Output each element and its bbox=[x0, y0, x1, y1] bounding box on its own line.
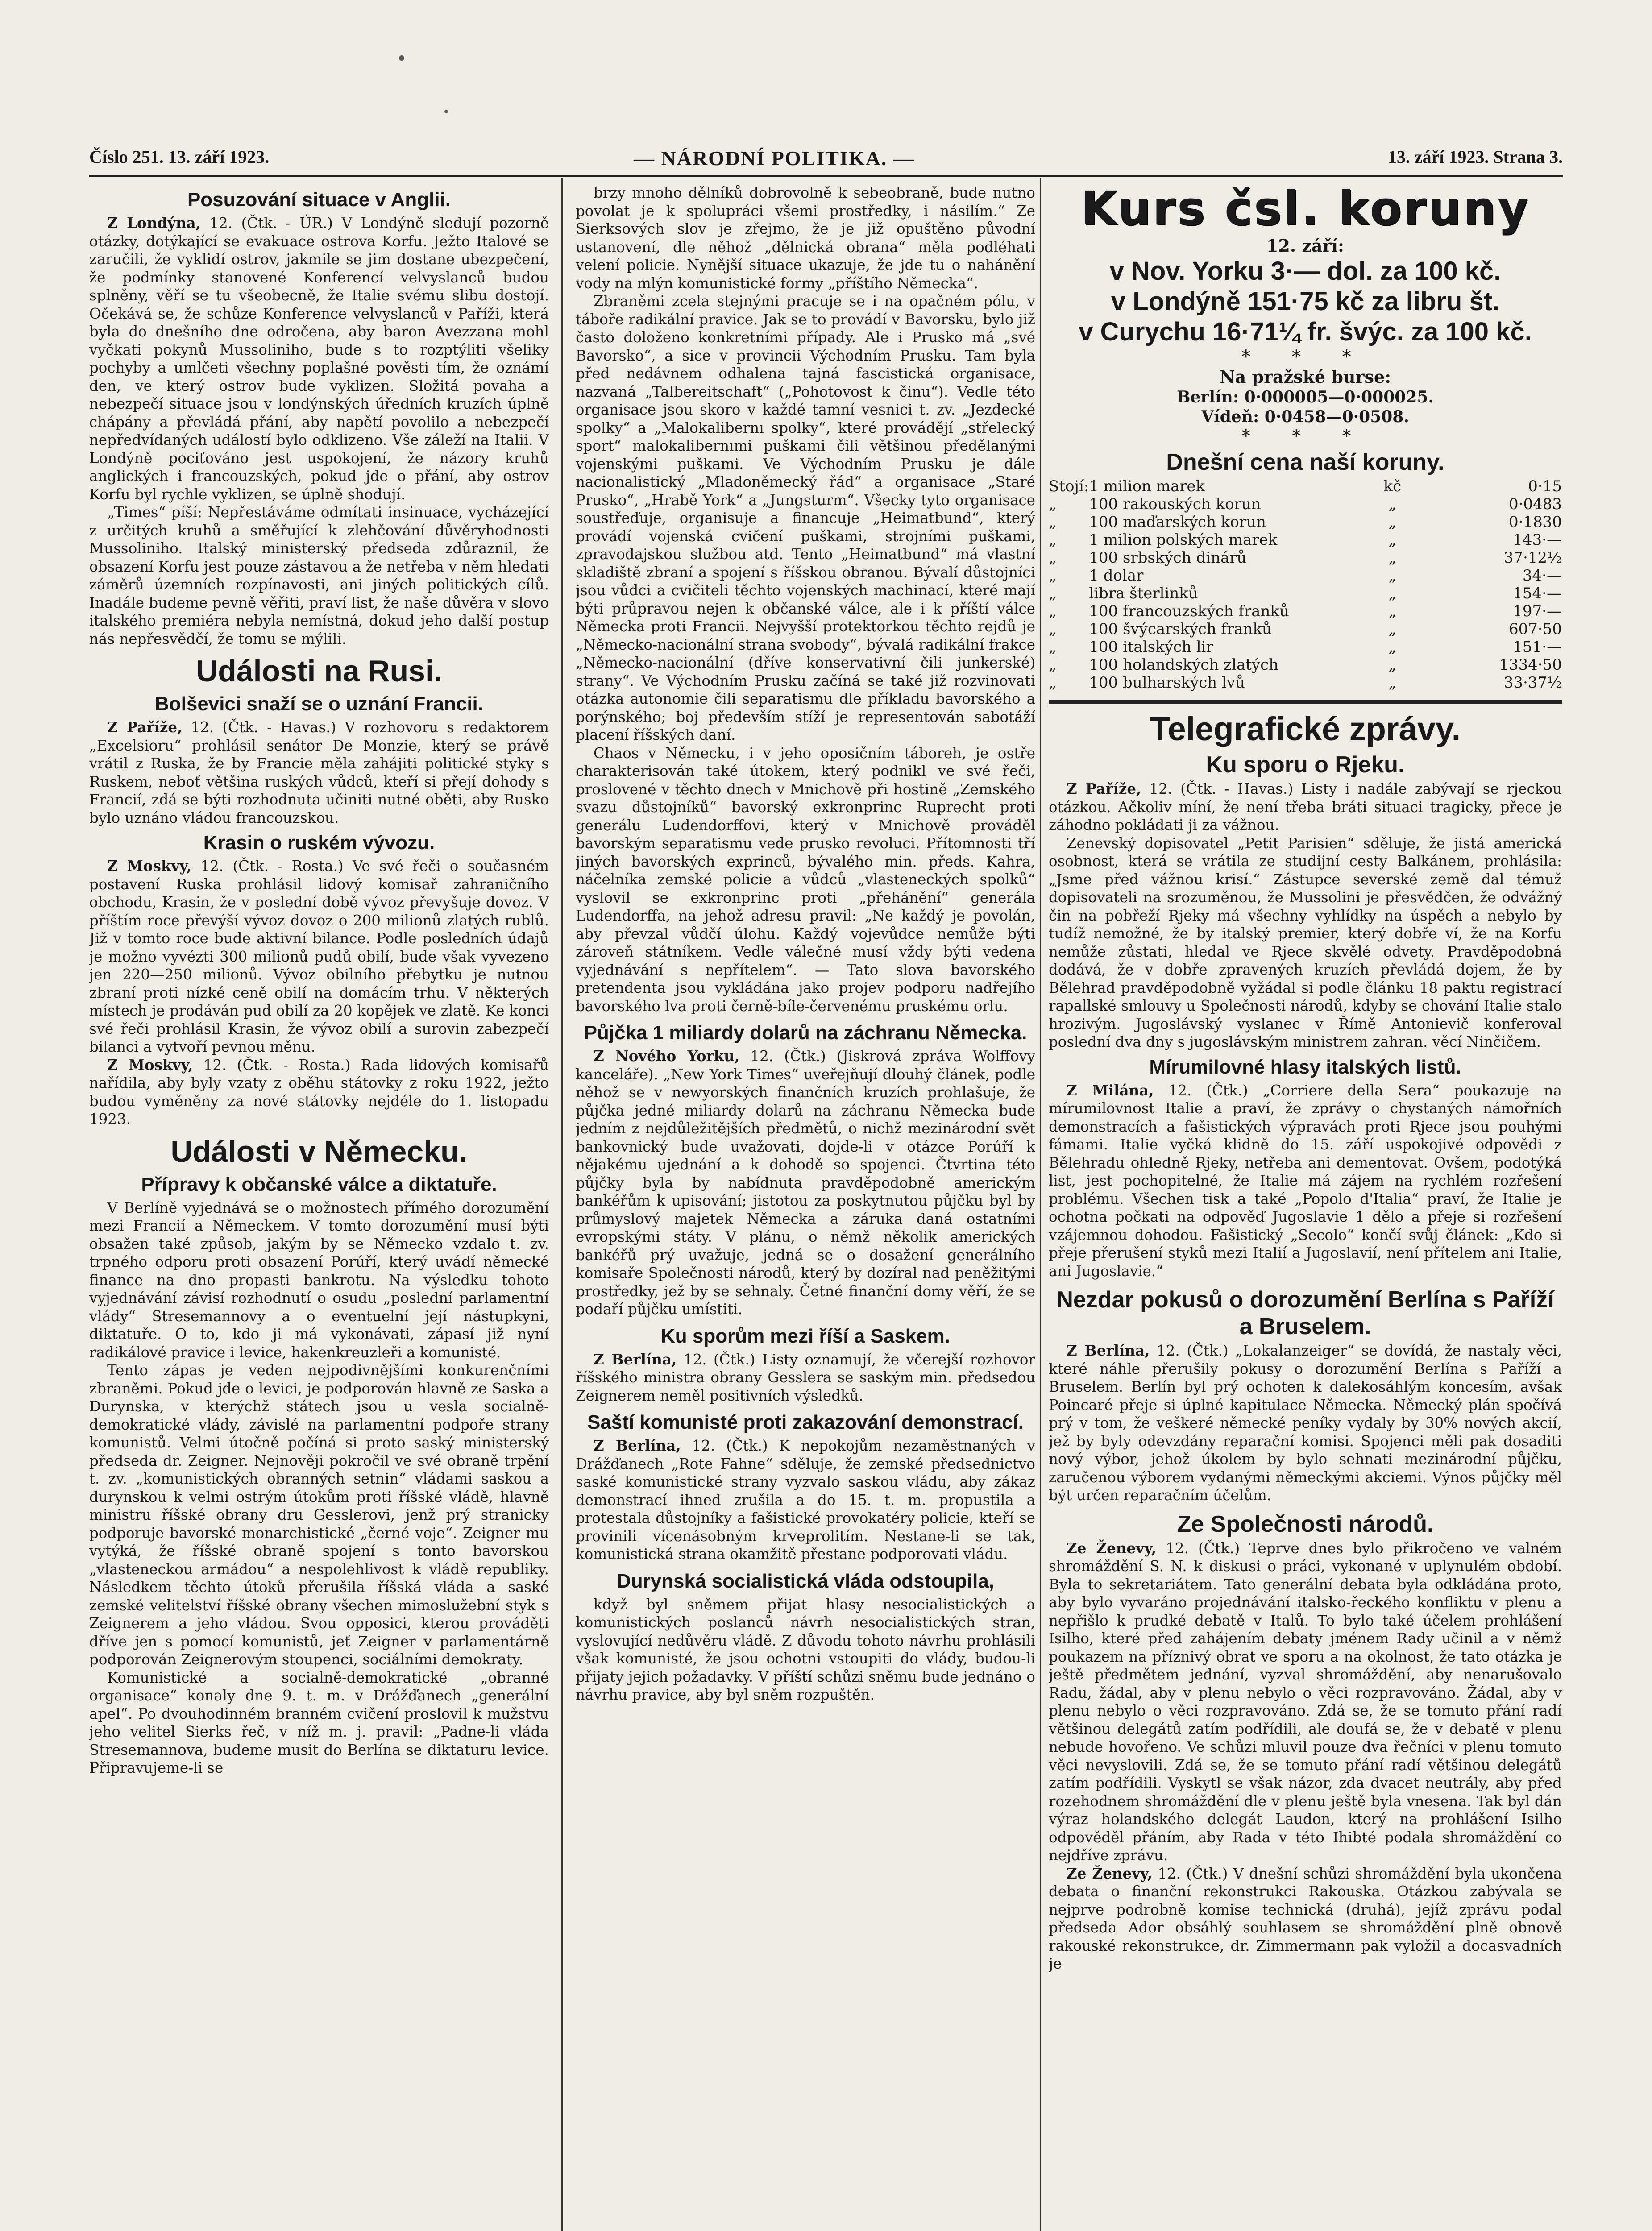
headline: Ku sporům mezi říší a Saskem. bbox=[660, 1325, 951, 1347]
dateline: Z Londýna, bbox=[107, 214, 201, 232]
article-telegrafy bbox=[1049, 710, 1562, 1280]
rates-prefix: Stojí: bbox=[1049, 477, 1089, 495]
paragraph: Zbraněmi zcela stejnými pracuje se i na opačném pólu, v táboře radikální pravice. Jak se to provádí v Bavorsku, bylo již často doloženo konkretními případy. Ale i Prusko má „své Bavorsko“, a sice v provincii Východním Prusku. Tam byla před nedávnem odhalena tajná fascistická organisace, nazvaná „Talbereitschaft“ („Pohotovost k činu“). Vedle této organisace jsou skoro v každé tamní vesnici t. zv. „Jezdecké spolky“ a „Malokalibernı spolky“, které provádějí „střelecký sport“ malokalibernımi puškami čili většinou předělanými vojenskými puškami. Ve Východním Prusku je dále nacionalistický „Mladoněmecký řád“ a organisace „Staré Prusko“, „Hrabě York“ a „Jungsturm“. Všecky tyto organisace soustřeďuje, organisuje a financuje „Heimatbund“, který provádí vojenská cvičení puškami, strojními puškami, zpravodajskou službou atd. Tento „Heimatbund“ má vlastní skladiště zbraní a spojení s říšskou obranou. Bývalí důstojníci jsou vůdci a cvičiteli těchto vojenských machinací, které mají býti průpravou nejen k občanské válce, ale i k příští válce Německa proti Francii. Nejvyšší protektorkou těchto rejdů je „Německo-nacionální strana svobody“, bývalá radikální frakce „Německo-nacionální (dříve konservativní čili junkerské) strany“. Ve Východním Prusku začíná se také již rozvinovati otázka autonomie čili separatismu dle příkladu bavorského a porýnského; boj především stíží je representován sabotáží placení říšských daní. bbox=[576, 293, 1035, 743]
currency-value: 34·— bbox=[1522, 567, 1562, 585]
article-body bbox=[1049, 780, 1562, 1051]
currency-value: 607·50 bbox=[1509, 620, 1562, 638]
currency-value: 197·— bbox=[1513, 602, 1562, 620]
issue-number: Číslo 251. 13. září 1923. bbox=[89, 147, 270, 167]
rate-row bbox=[1049, 585, 1562, 602]
ditto-mark: „ bbox=[1388, 656, 1397, 674]
currency-name: 1 milion marek bbox=[1089, 477, 1205, 495]
dateline: Z Berlína, bbox=[1067, 1342, 1150, 1359]
dateline: Z Moskvy, bbox=[107, 1056, 193, 1074]
currency-name: 100 italských lir bbox=[1089, 638, 1213, 656]
rate-zurich: v Curychu 16·71¼ fr. švýc. za 100 kč. bbox=[1079, 317, 1532, 346]
column-1 bbox=[89, 184, 549, 2231]
currency-name: 100 holandských zlatých bbox=[1089, 656, 1279, 674]
ditto-mark: „ bbox=[1388, 674, 1397, 692]
headline: Durynská socialistická vláda odstoupila, bbox=[616, 1570, 995, 1592]
currency-name: 100 francouzských franků bbox=[1089, 602, 1289, 620]
column-2 bbox=[576, 184, 1035, 2231]
rate-row bbox=[1049, 638, 1562, 656]
rates-unit: kč bbox=[1383, 477, 1402, 495]
rates-table bbox=[1049, 477, 1562, 692]
currency-box bbox=[1049, 184, 1562, 704]
subheadline: Krasin o ruském vývozu. bbox=[203, 832, 435, 854]
article-body bbox=[1049, 1539, 1562, 1973]
dateline: Z Paříže, bbox=[1067, 780, 1141, 797]
currency-value: 37·12½ bbox=[1503, 549, 1562, 567]
headline: Události v Německu. bbox=[170, 1134, 468, 1169]
ditto-mark: „ bbox=[1388, 602, 1397, 620]
subheadline: Přípravy k občanské válce a diktatuře. bbox=[141, 1173, 497, 1195]
rate-row bbox=[1049, 567, 1562, 585]
currency-name: 100 srbských dinárů bbox=[1089, 549, 1247, 567]
paragraph: 12. (Čtk.) Listy oznamují, že včerejší rozhovor říšského ministra obrany Gesslera se saským min. předsedou Zeignerem neměl positivních výsledků. bbox=[576, 1351, 1035, 1404]
article-body bbox=[576, 1047, 1035, 1319]
currency-name: 1 milion polských marek bbox=[1089, 531, 1278, 549]
headline: Telegrafické zprávy. bbox=[1150, 710, 1461, 747]
burse-heading: Na pražské burse: bbox=[1219, 367, 1391, 387]
masthead: — NÁRODNÍ POLITIKA. — bbox=[634, 147, 915, 170]
ditto-mark: „ bbox=[1388, 531, 1397, 549]
rate-row bbox=[1049, 495, 1562, 513]
subheadline: Ku sporu o Rjeku. bbox=[1206, 752, 1405, 778]
ditto-mark: „ bbox=[1049, 656, 1057, 674]
paragraph: 12. (Čtk.) K nepokojům nezaměstnaných v Drážďanech „Rote Fahne“ sděluje, že zemské předsednictvo saské komunistické strany vyzvalo saskou vládu, aby zákaz demonstrací ihned zrušila a do 15. t. m. propustila a protestala důstojníky a fašistické provokatéry policie, kteří se provinili vícenásobným krveprolitím. Nestane-li se tak, komunistická strana okamžitě přestane podporovati vládu. bbox=[576, 1437, 1035, 1563]
article-komuniste bbox=[576, 1411, 1035, 1563]
ditto-mark: „ bbox=[1049, 495, 1057, 513]
currency-name: 100 bulharských lvů bbox=[1089, 674, 1245, 692]
ditto-mark: „ bbox=[1049, 585, 1057, 602]
article-body bbox=[576, 1437, 1035, 1563]
article-sasko bbox=[576, 1325, 1035, 1405]
article-spolecnost-narodu bbox=[1049, 1511, 1562, 1973]
headline: Saští komunisté proti zakazování demonstrací. bbox=[587, 1411, 1024, 1433]
ditto-mark: „ bbox=[1388, 513, 1397, 531]
headline: Nezdar pokusů o dorozumění Berlína s Paříží a Bruselem. bbox=[1056, 1287, 1554, 1339]
paragraph: „Times“ píší: Nepřestáváme odmítati insinuace, vycházející z určitých kruhů a směřující k zlehčování důvěryhodnosti Mussoliniho. Italský ministerský předseda zdůraznil, že obsazení Korfu jest pouze zástavou a že netřeba v něm hledati záměrů územních rozpínavosti, ani jiných politických cílů. Inadále budeme pevně věřiti, praví list, že naše důvěra v slovo italského premiéra nebyla nemístná, dokud jeho další postup nás nepřesvědčí, že tomu se mýlili. bbox=[89, 504, 549, 647]
article-anglie bbox=[89, 188, 549, 648]
article-body bbox=[89, 214, 549, 648]
column-rule bbox=[1040, 178, 1041, 2231]
currency-name: libra šterlinků bbox=[1089, 585, 1198, 602]
ditto-mark: „ bbox=[1049, 513, 1057, 531]
ditto-mark: „ bbox=[1049, 602, 1057, 620]
rate-row bbox=[1049, 674, 1562, 692]
article-nemecko-continued bbox=[576, 184, 1035, 1015]
rate-row bbox=[1049, 531, 1562, 549]
rate-new-york: v Nov. Yorku 3·— dol. za 100 kč. bbox=[1109, 257, 1501, 286]
article-rus bbox=[89, 654, 549, 1128]
paragraph: V Berlíně vyjednává se o možnostech přímého dorozumění mezi Francií a Německem. V tomto dorozumění musí býti obsažen také způsob, jakým by se Německo vzdalo t. zv. trpného odporu proti obsazení Porúří, který uvádí německé finance na dno propasti bankrotu. Na výsledku tohoto vyjednávání závisí rozhodnutí o osudu „poslední parlamentní vlády“ Stresemannovy a o eventuelní její nástupkyni, diktatuře. O to, kdo ji má vykonávati, zápasí již nyní radikálové pravice i levice, hakenkreuzleři a komunisté. bbox=[89, 1199, 549, 1361]
article-durynsko bbox=[576, 1570, 1035, 1704]
currency-value: 143·— bbox=[1513, 531, 1562, 549]
paragraph: 12. (Čtk. - Havas.) Listy i nadále zabývají se rjeckou otázkou. Ačkoliv míní, že není třeba bráti situaci tragicky, přece je záhodno pokládati ji za vážnou. bbox=[1049, 780, 1562, 834]
currency-date: 12. září: bbox=[1266, 236, 1345, 256]
article-nemecko bbox=[89, 1135, 549, 1777]
dateline: Z Nového Yorku, bbox=[594, 1047, 740, 1065]
currency-value: 1334·50 bbox=[1499, 656, 1562, 674]
paragraph: 12. (Čtk.) V dnešní schůzi shromáždění byla ukončena debata o finanční rekonstrukci Rakouska. Otázkou zabývala se nejprve podrobně komise technická (druhá), jejíž zprávu podal předseda Ador obsáhlý souhlasem se shromáždění plně obnově rakouské rekonstrukce, dr. Zimmermann pak vyložil a docasvadních je bbox=[1049, 1865, 1562, 1972]
page-number: 13. září 1923. Strana 3. bbox=[1387, 147, 1563, 167]
ditto-mark: „ bbox=[1049, 531, 1057, 549]
column-rule bbox=[561, 178, 563, 2231]
ditto-mark: „ bbox=[1049, 620, 1057, 638]
dateline: Z Milána, bbox=[1067, 1081, 1154, 1099]
ditto-mark: „ bbox=[1388, 567, 1397, 585]
headline: Půjčka 1 miliardy dolarů na záchranu Německa. bbox=[584, 1022, 1027, 1044]
ditto-mark: „ bbox=[1388, 620, 1397, 638]
headline: Události na Rusi. bbox=[196, 654, 442, 688]
rate-row bbox=[1049, 620, 1562, 638]
separator-stars: * * * bbox=[1241, 347, 1369, 367]
headline: Posuzování situace v Anglii. bbox=[187, 189, 451, 211]
article-pujcka bbox=[576, 1021, 1035, 1319]
currency-value: 0·0483 bbox=[1509, 495, 1562, 513]
box-rule bbox=[1049, 700, 1562, 704]
dateline: Z Paříže, bbox=[107, 718, 183, 736]
rate-row bbox=[1049, 602, 1562, 620]
ditto-mark: „ bbox=[1388, 495, 1397, 513]
currency-value: 33·37½ bbox=[1503, 674, 1562, 692]
currency-title: Kurs čsl. koruny bbox=[1080, 184, 1530, 236]
dateline: Z Moskvy, bbox=[107, 857, 192, 875]
currency-value: 151·— bbox=[1513, 638, 1562, 656]
ditto-mark: „ bbox=[1388, 549, 1397, 567]
ditto-mark: „ bbox=[1388, 638, 1397, 656]
article-body bbox=[576, 1351, 1035, 1405]
paragraph: Zenevský dopisovatel „Petit Parisien“ sděluje, že jistá americká osobnost, která se vrátila ze studijní cesty Balkánem, prohlásila: „Jsme před vážnou krisí.“ Zástupce severské země dal témuž dopisovateli na srozuměnou, že Mussolini je přesvědčen, že odvážný čin na pobřeží Rjeky má všechny vyhlídky na úspěch a nebylo by tudíž nemožné, že by italský premier, který dobře ví, že na Korfu nemůže zůstati, hledal ve Rjece skvělé odvety. Pravděpodobná dodává, že v dobře zpravených kruzích převládá dojem, že by Bělehrad pravděpodobně vyžádal si podle článku 18 paktu registrací rapallské smlouvy u Společnosti národů, kdyby se chování Italie stalo hrozivým. Jugoslávský vyslanec v Římě Antonievič konferoval poslední dva dny s jugoslávským ministrem zahran. věcí Ninčičem. bbox=[1049, 834, 1562, 1050]
currency-name: 100 rakouských korun bbox=[1089, 495, 1261, 513]
dateline: Ze Ženevy, bbox=[1067, 1539, 1157, 1557]
paragraph: Tento zápas je veden nejpodivnějšími konkurenčními zbraněmi. Pokud jde o levici, je podporován hlavně ze Saska a Durynska, v kterýchž státech jsou u vesla socialně-demokratické vlády, závislé na parlamentní podpoře strany komunistů. Velmi útočně počíná si proto saský ministerský předseda dr. Zeigner. Nejnověji pokročil ve své obraně trpění t. zv. „komunistických obranných setnin“ vládami saskou a durynskou k velmi ostrým útokům proti říšské vládě, hlavně ministru říšské obrany dru Gesslerovi, jenž prý stranicky podporuje bavorské monarchistické „černé voje“. Zeigner mu vytýká, že říšské obraně spojení s tonto bavorskou „vlasteneckou armádou“ a nespolehlivost k vládě republiky. Následkem těchto útoků přerušila říšská vláda a saské zemské velitelství říšské obrany všechen mimoslužební styk s Zeignerem a jeho vládou. Svou opposici, kterou prováděti dříve jen s pomocí komunistů, jeť Zeigner v parlamentárně podporován Zeignerovým stoupenci, sociálními demokraty. bbox=[89, 1362, 549, 1668]
paragraph: 12. (Čtk.) (Jiskrová zpráva Wolffovy kanceláře). „New York Times“ uveřejňují dlouhý článek, podle něhož se v newyorských finančních kruzích prohlašuje, že půjčka jedné miliardy dolarů na záchranu Německa bude jedním z nejdůležitějších předmětů, o nichž mezinárodní svět bankovnický bude uvažovati, dojde-li v otázce Porúří k nějakému ujednání a k dohodě so spojenci. Čtvrtina této půjčky byla by nabídnuta pravděpodobně americkým bankéřům k upisování; jistotou za poskytnutou půjčku byl by průmyslový majetek Německa a záruka daná ostatními evropskými státy. V plánu, o němž několik amerických bankéřů prý uvažuje, jedná se o dosažení generálního komisaře Společnosti národů, který by dozíral nad peněžitými prostředky, jež by se sehnaly. Četné finanční domy věří, že se podaří půjčku umístiti. bbox=[576, 1048, 1035, 1318]
article-body bbox=[576, 1596, 1035, 1704]
paragraph: 12. (Čtk.) „Corriere della Sera“ poukazuje na mírumilovnost Italie a praví, že zprávy o chystaných námořních demonstracích a fašistických výpravách proti Rjece jsou pouhými fámami. Italie vyčká klidně do 15. září uspokojivé odpovědi z Bělehradu ohledně Rjeky, netřeba ani dementovat. Ovšem, podotýká list, jest pochopitelné, že Italie má zájem na rychlém rozřešení problému. Všechen tisk a také „Popolo d'Italia“ praví, že Italie je ochotna počkati na odpověď Jugoslavie 1 dělo a přeje si rozřešení vzájemnou dohodou. Fašistický „Secolo“ končí svůj článek: „Kdo si přeje přerušení styků mezi Italií a Jugoslavií, není přítelem ani Italie, ani Jugoslavie.“ bbox=[1049, 1082, 1562, 1280]
article-body bbox=[89, 1199, 549, 1777]
currency-value: 0·1830 bbox=[1509, 513, 1562, 531]
rate-row bbox=[1049, 477, 1562, 495]
currency-value: 0·15 bbox=[1528, 477, 1562, 495]
paragraph: 12. (Čtk. - ÚR.) V Londýně sledují pozorně otázky, dotýkající se evakuace ostrova Korfu. Ježto Italové se zaručili, že vyklidí ostrov, jakmile se jim dostane ubezpečení, že podmínky stanovené Konferencí velvyslanců budou splněny, věří se tu všeobecně, že Italie svému slibu dostojí. Očekává se, že schůze Konference velvyslanců v Paříži, která byla do dnešního dne odročena, aby baron Avezzana mohl vyčkati pokynů Mussoliniho, bude s to rozptýliti všeliky pochyby a umlčeti všechny poplašné pověsti tím, že oznámí den, ve který ostrov bude vyklizen. Složitá povaha a nebezpečí situace jsou v londýnských úředních kruzích úplně chápány a převládá přání, aby napětí povolilo a nebezpečí nepředvídaných událostí bylo odklizeno. Vše záleží na Italii. V Londýně pociťováno jest uspokojení, že názory kruhů anglických i francouzských, pokud jde o přání, aby ostrov Korfu byl rychle vyklizen, se úplně shodují. bbox=[89, 215, 549, 503]
paragraph: 12. (Čtk.) „Lokalanzeiger“ se dovídá, že nastaly věci, které náhle přerušily pokusy o dorozumění Berlína s Paříží a Bruselem. Berlín byl prý ochoten k dalekosáhlým koncesím, avšak Poincaré přeje si úplné kapitulace Německa. Německý plán spočívá prý v tom, že veškeré německé peníky vydaly by 30% nových akcií, jež by byly odevzdány reparační komisi. Spojenci měli pak dosaditi nový výbor, jehož úkolem by bylo sehnati mezinárodní půjčku, zaručenou výborem vydanými německými akciemi. Výnos půjčky měl být určen reparačním účelům. bbox=[1049, 1342, 1562, 1504]
ditto-mark: „ bbox=[1049, 567, 1057, 585]
subheadline: Bolševici snaží se o uznání Francii. bbox=[154, 693, 483, 715]
article-body bbox=[89, 857, 549, 1128]
currency-name: 100 maďarských korun bbox=[1089, 513, 1266, 531]
ditto-mark: „ bbox=[1388, 585, 1397, 602]
headline: Ze Společnosti národů. bbox=[1177, 1511, 1434, 1537]
paragraph: když byl sněmem přijat hlasy nesocialistických a komunistických poslanců návrh nesocialistických stran, vyslovující nedůvěru vládě. Z důvodu tohoto návrhu prohlásili však komunisté, že jsou ochotni vstoupiti do vlády, budou-li přijaty jejich požadavky. V příští schůzi sněmu bude jednáno o návrhu pravice, aby byl sněm rozpuštěn. bbox=[576, 1596, 1035, 1703]
rate-row bbox=[1049, 513, 1562, 531]
paragraph: brzy mnoho dělníků dobrovolně k sebeobraně, bude nutno povolat je k spolupráci všemi prostředky, i násilím.“ Ze Sierksových slov je zřejmo, že je již opuštěno původní ustanovení, dle něhož „dělnická obrana“ měla podléhati velení policie. Nynější situace ukazuje, že jde tu o nahánění vody na mlýn komunistické formy „příštího Německa“. bbox=[576, 184, 1035, 292]
ditto-mark: „ bbox=[1049, 549, 1057, 567]
paragraph: 12. (Čtk. - Havas.) V rozhovoru s redaktorem „Excelsioru“ prohlásil senátor De Monzie, který se právě vrátil z Ruska, že by Francie měla zahájiti politické styky s Ruskem, neboť většina ruských vůdců, kteří si přejí dohody s Francií, zdá se býti rozhodnuta učiniti nutné oběti, aby Rusko bylo uznáno vládou francouzskou. bbox=[89, 719, 549, 826]
header-rule bbox=[89, 175, 1563, 177]
article-body bbox=[576, 184, 1035, 1015]
article-nezdar bbox=[1049, 1286, 1562, 1505]
rate-london: v Londýně 151·75 kč za libru št. bbox=[1111, 287, 1500, 316]
price-heading: Dnešní cena naší koruny. bbox=[1166, 449, 1444, 475]
column-3 bbox=[1049, 184, 1562, 2231]
dateline: Ze Ženevy, bbox=[1067, 1864, 1153, 1882]
paragraph: 12. (Čtk. - Rosta.) Ve své řeči o současném postavení Ruska prohlásil lidový komisař zahraničního obchodu, Krasin, že v poslední době vývoz převyšuje dovoz. V příštím roce převýší vývoz dovoz o 200 milionů zlatých rublů. Již v tomto roce bude aktivní bilance. Podle posledních údajů je možno vyvézti 300 milionů pudů obilí, bude však vyvezeno jen 220—250 milionů. Vývoz obilního přebytku je nutnou zbraní proti nízké ceně obilí na domácím trhu. V některých místech je prodáván pud obilí za 20 kopějek ve zlatě. Ke konci své řeči prohlásil Krasin, že vývoz obilí a surovin zabezpečí bilanci a vytvoří pevnou měnu. bbox=[89, 858, 549, 1055]
ditto-mark: „ bbox=[1049, 638, 1057, 656]
burse-berlin: Berlín: 0·000005—0·000025. bbox=[1177, 388, 1434, 406]
paragraph: 12. (Čtk.) Teprve dnes bylo přikročeno ve valném shromáždění S. N. k diskusi o práci, vykonané v uplynulém období. Byla to sekretariátem. Tato generální debata byla odkládána proto, aby bylo vyvaráno projednávání italsko-řeckého konfliktu v plenu a nepřišlo k prudké debatě v Italů. To bylo také účelem prohlášení Isilho, které před zahájením debaty jménem Rady učinil a v němž poukazem na příznivý obrat ve sporu a na okolnost, že tato otázka je ještě předmětem jednání, vyzval shromáždění, aby nenarušovalo Radu, žádal, aby v plenu nebylo o věci rozpravováno. Žádal, aby v plenu nebylo o věci rozpravováno. Zdá se, že se tomuto přání radí většinou delegátů zatím podřídili, ale doufá se, že v debatě v plenu nebude hovořeno. Ve schůzi mluvil pouze dva řečníci v plenu tomuto věci nevyslovili. Zdá se, že se tomuto přání radí většinou delegátů zatím podřídili. Vyskytl se však názor, zda dvacet neutrály, aby před rozehodnem shromáždění dle v plenu ještě byla vnesena. Tak byl dán výraz holandského delegát Laudon, který na prohlášení Isilho odpověděl přáním, aby Rada v této Ihibté podala shromáždění co nejdříve zprávu. bbox=[1049, 1539, 1562, 1864]
article-body bbox=[89, 718, 549, 827]
rate-row bbox=[1049, 656, 1562, 674]
ditto-mark: „ bbox=[1049, 674, 1057, 692]
currency-name: 1 dolar bbox=[1089, 567, 1144, 585]
paragraph: 12. (Čtk. - Rosta.) Rada lidových komisařů nařídila, aby byly vzaty z oběhu státovky z roku 1922, ježto budou vyměněny za nové státovky nejdéle do 1. listopadu 1923. bbox=[89, 1056, 549, 1128]
currency-value: 154·— bbox=[1513, 585, 1562, 602]
separator-stars: * * * bbox=[1241, 426, 1369, 447]
page-header bbox=[89, 146, 1563, 173]
dateline: Z Berlína, bbox=[594, 1437, 681, 1454]
dateline: Z Berlína, bbox=[594, 1350, 677, 1368]
article-body bbox=[1049, 1082, 1562, 1281]
paragraph: Chaos v Německu, i v jeho oposičním táboreh, je ostře charakterisován také útokem, který podnikl ve své řeči, proslovené v těchto dnech v Mnichově při hostině „Zemského svazu důstojníků“ bavorský exkronprinc Ruprecht proti generálu Ludendorffovi, který v Mnichově prováděl bavorským separatismu vede prusko revoluci. Přítomnosti tří jiných bavorských exprinců, bývalého min. předs. Kahra, náčelníka zemské policie a vůdců „vlasteneckých spolků“ vyslovil se exkronprinc proti „přehánění“ generála Ludendorffa, na jehož adresu pravil: „Ne každý je povolán, aby převzal vůdčí úlohu. Každý vojevůdce nemůže býti zároveň státníkem. Vedle válečné musí vždy býti vedena vyjednávání s nepřítelem“. — Tato slova bavorského pretendenta jsou vykládána jako projev podporu nadřejího bavorského lva proti černě-bíle-červenému pruskému orlu. bbox=[576, 744, 1035, 1015]
paragraph: Komunistické a socialně-demokratické „obranné organisace“ konaly dne 9. t. m. v Drážďanech „generální apel“. Po dvouhodinném branném cvičení proslovil k mužstvu jeho velitel Sierks řeč, v níž m. j. pravil: „Padne-li vláda Stresemannova, budeme musit do Berlína se diktaturu levice. Připravujeme-li se bbox=[89, 1669, 549, 1776]
subheadline: Mírumilovné hlasy italských listů. bbox=[1149, 1056, 1461, 1078]
currency-name: 100 švýcarských franků bbox=[1089, 620, 1272, 638]
rate-row bbox=[1049, 549, 1562, 567]
article-body bbox=[1049, 1342, 1562, 1505]
burse-vienna: Vídeň: 0·0458—0·0508. bbox=[1201, 407, 1409, 426]
